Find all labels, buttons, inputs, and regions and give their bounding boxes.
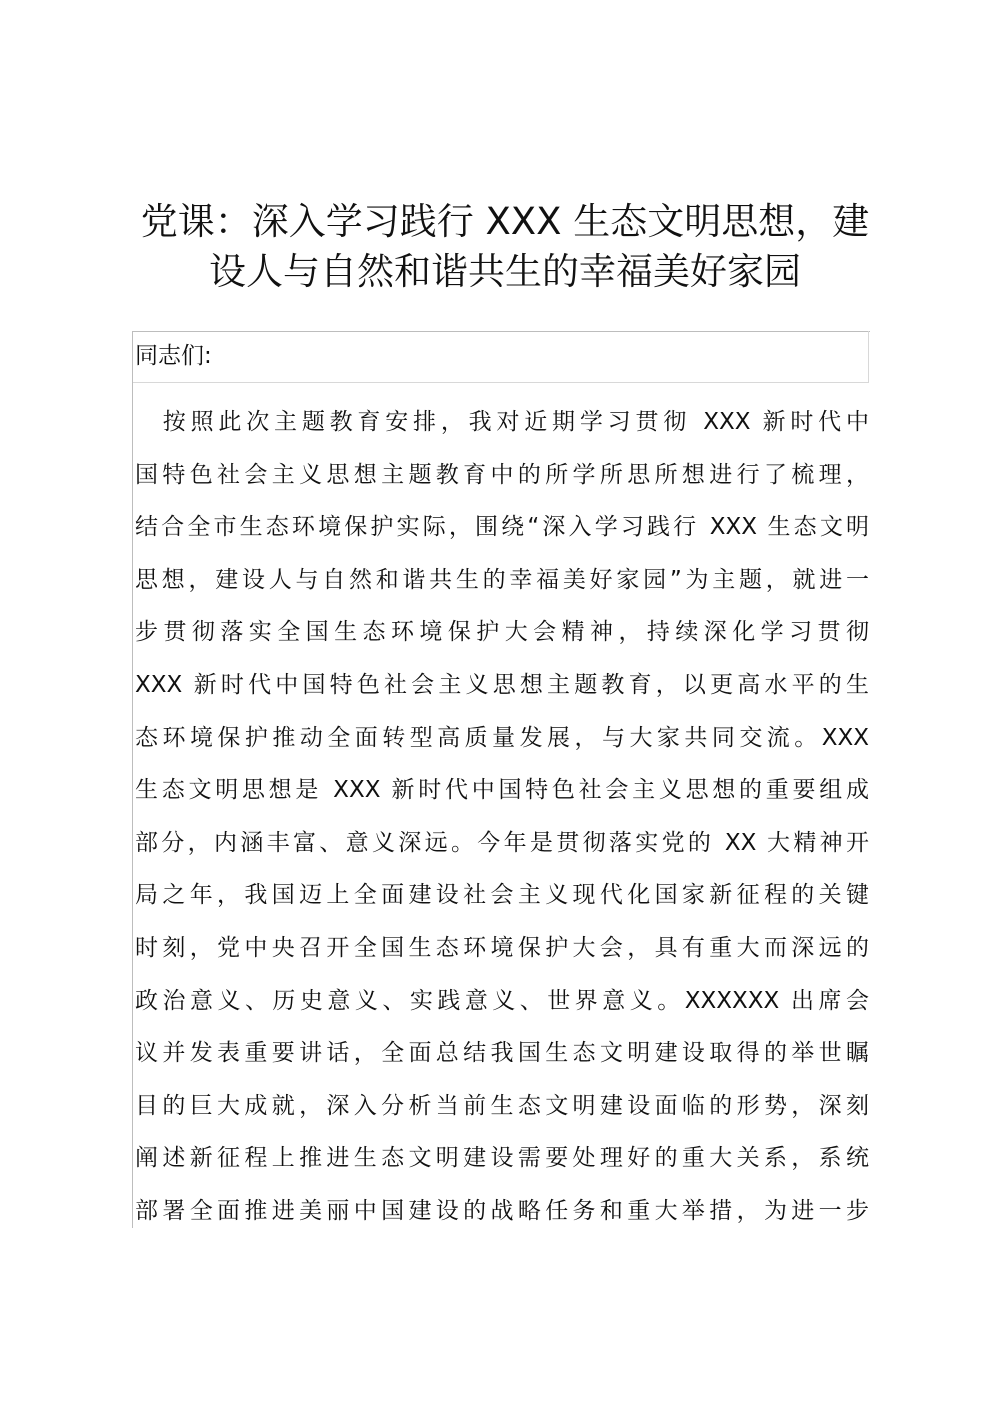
body-line: 结合全市生态环境保护实际，围绕“深入学习践行 XXX 生态文明: [135, 514, 869, 541]
body-line: 议并发表重要讲话，全面总结我国生态文明建设取得的举世瞩: [135, 1040, 869, 1067]
document-title: [110, 197, 900, 297]
title-line-2: 设人与自然和谐共生的幸福美好家园: [209, 249, 801, 293]
body-line: 按照此次主题教育安排，我对近期学习贯彻 XXX 新时代中: [135, 409, 869, 435]
body-line: 步贯彻落实全国生态环境保护大会精神，持续深化学习贯彻: [135, 619, 869, 646]
body-line: 国特色社会主义思想主题教育中的所学所思所想进行了梳理，: [135, 461, 869, 488]
body-line: 部署全面推进美丽中国建设的战略任务和重大举措，为进一步: [135, 1197, 869, 1224]
salutation-row: [133, 332, 869, 383]
body-line: 部分，内涵丰富、意义深远。今年是贯彻落实党的 XX 大精神开: [135, 829, 869, 856]
title-line-1: 党课：深入学习践行 XXX 生态文明思想，建: [140, 199, 870, 243]
body-paragraph: [135, 396, 869, 1238]
body-line: 阐述新征程上推进生态文明建设需要处理好的重大关系，系统: [135, 1145, 869, 1172]
body-line: 态环境保护推动全面转型高质量发展，与大家共同交流。XXX: [135, 724, 869, 751]
body-line: 思想，建设人与自然和谐共生的幸福美好家园”为主题，就进一: [135, 566, 869, 593]
body-line: 生态文明思想是 XXX 新时代中国特色社会主义思想的重要组成: [135, 777, 869, 804]
salutation-text: 同志们:: [135, 343, 212, 369]
body-line: 目的巨大成就，深入分析当前生态文明建设面临的形势，深刻: [135, 1092, 869, 1119]
body-line: 局之年，我国迈上全面建设社会主义现代化国家新征程的关键: [135, 882, 869, 909]
body-line: 时刻，党中央召开全国生态环境保护大会，具有重大而深远的: [135, 934, 869, 961]
body-line: XXX 新时代中国特色社会主义思想主题教育，以更高水平的生: [135, 671, 869, 698]
body-line: 政治意义、历史意义、实践意义、世界意义。XXXXXX 出席会: [135, 987, 869, 1014]
